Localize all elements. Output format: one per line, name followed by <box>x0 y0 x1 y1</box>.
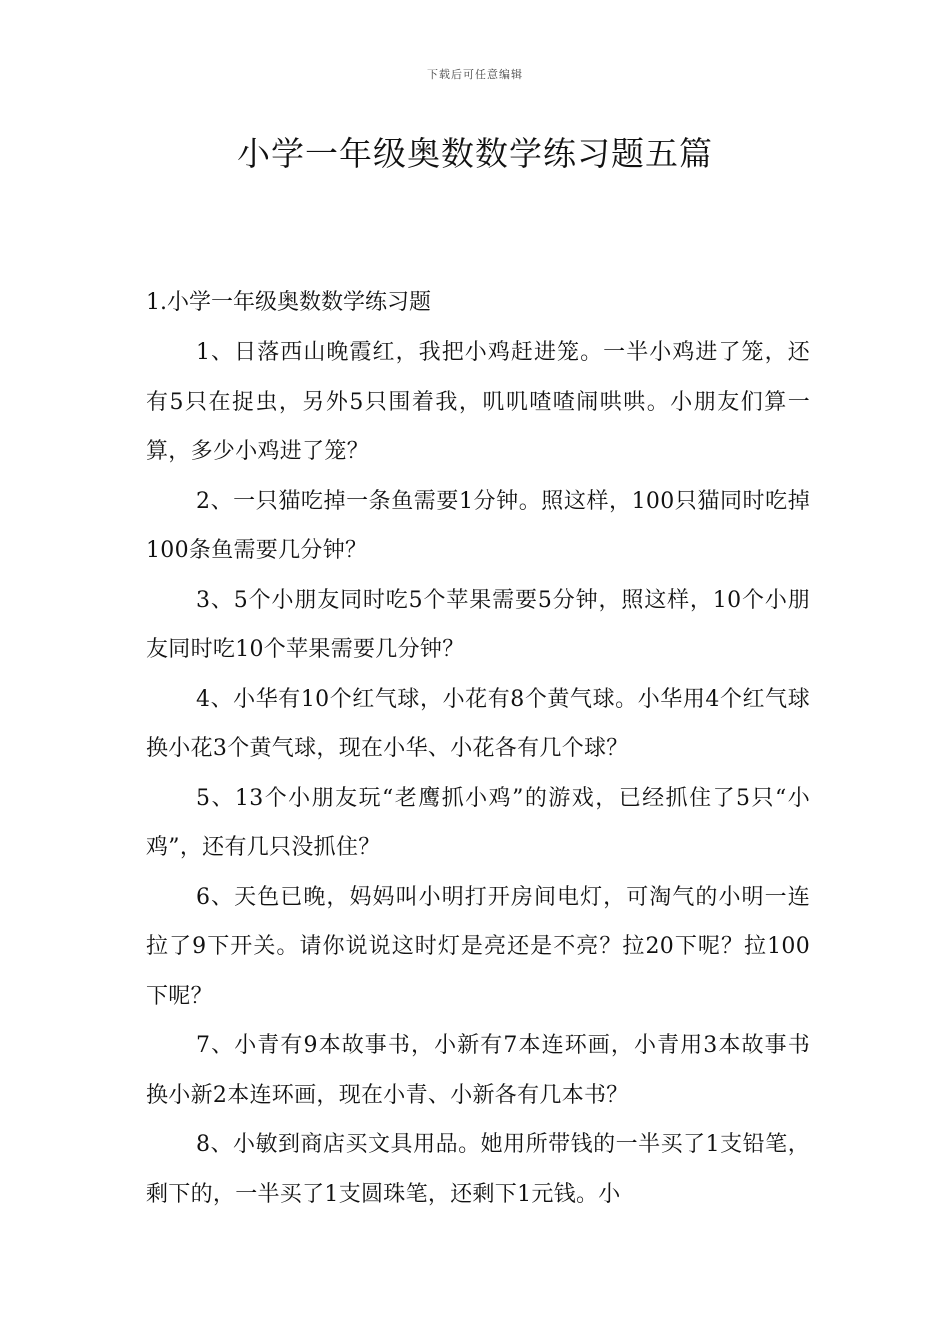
question-7: 7、小青有9本故事书，小新有7本连环画，小青用3本故事书换小新2本连环画，现在小青、小新各有几本书？ <box>146 1033 810 1108</box>
question-5: 5、13个小朋友玩“老鹰抓小鸡”的游戏，已经抓住了5只“小鸡”，还有几只没抓住？ <box>146 785 810 860</box>
question-4: 4、小华有10个红气球，小花有8个黄气球。小华用4个红气球换小花3个黄气球，现在小华、小花各有几个球？ <box>146 686 810 761</box>
section-heading: 1.小学一年级奥数数学练习题 <box>146 290 431 315</box>
header-note: 下载后可任意编辑 <box>427 68 523 81</box>
document-title: 小学一年级奥数数学练习题五篇 <box>237 134 713 173</box>
question-6: 6、天色已晚，妈妈叫小明打开房间电灯，可淘气的小明一连拉了9下开关。请你说说这时灯是亮还是不亮？拉20下呢？拉100下呢？ <box>146 884 810 1009</box>
question-8: 8、小敏到商店买文具用品。她用所带钱的一半买了1支铅笔，剩下的，一半买了1支圆珠笔，还剩下1元钱。小 <box>146 1132 810 1207</box>
document-body <box>146 278 810 1219</box>
question-3: 3、5个小朋友同时吃5个苹果需要5分钟，照这样，10个小朋友同时吃10个苹果需要几分钟？ <box>146 587 810 662</box>
question-2: 2、一只猫吃掉一条鱼需要1分钟。照这样，100只猫同时吃掉100条鱼需要几分钟？ <box>146 488 810 563</box>
question-1: 1、日落西山晚霞红，我把小鸡赶进笼。一半小鸡进了笼，还有5只在捉虫，另外5只围着我，叽叽喳喳闹哄哄。小朋友们算一算，多少小鸡进了笼？ <box>146 340 810 464</box>
